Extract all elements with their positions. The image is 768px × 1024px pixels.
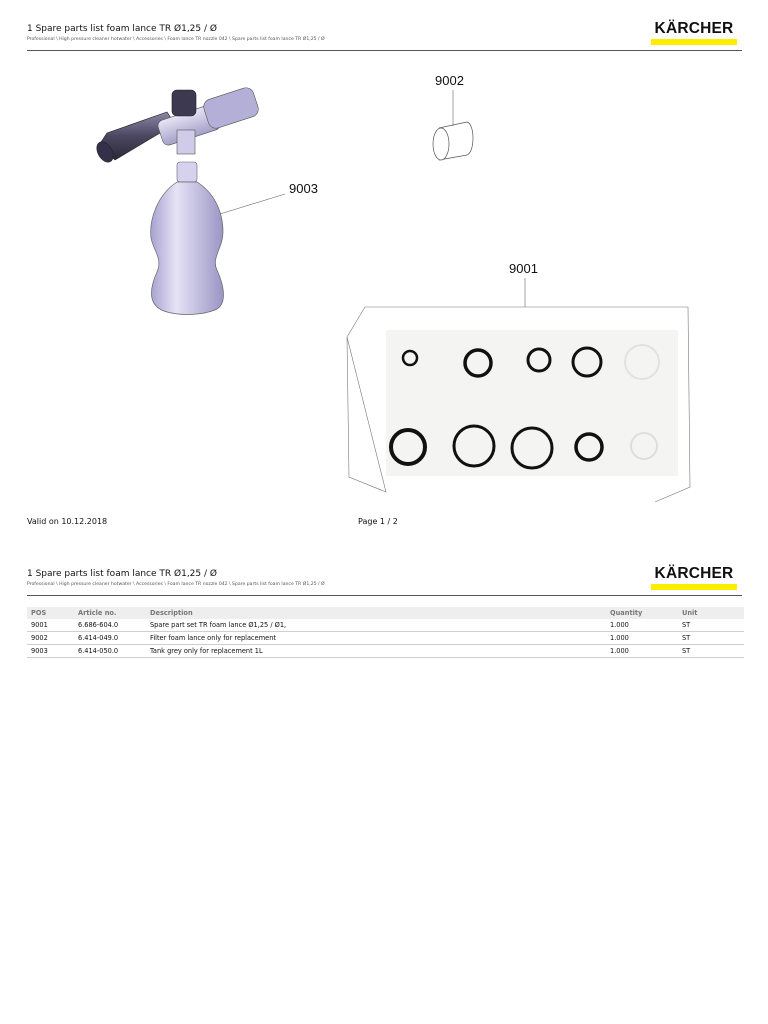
page1-header: [27, 20, 742, 50]
cell-article-no: 6.686-604.0: [74, 619, 146, 632]
table-row: [27, 645, 744, 658]
foam-tank-bottle: [151, 162, 224, 314]
exploded-parts-drawing: [27, 60, 742, 510]
cell-unit: ST: [678, 632, 744, 645]
page2-breadcrumb: Professional \ High pressure cleaner hotwater \ Accessories \ Foam lance TR nozzle 042 \ Spare parts list foam lance TR Ø1,25 / Ø: [27, 582, 325, 587]
cell-pos: 9002: [27, 632, 74, 645]
cell-quantity: 1.000: [606, 619, 678, 632]
col-quantity: Quantity: [606, 607, 678, 619]
col-unit: Unit: [678, 607, 744, 619]
logo-wordmark: KÄRCHER: [654, 20, 734, 37]
page2-header: [27, 565, 742, 595]
page1-breadcrumb: Professional \ High pressure cleaner hotwater \ Accessories \ Foam lance TR nozzle 042 \ Spare parts list foam lance TR Ø1,25 / Ø: [27, 37, 325, 42]
page1-header-rule: [27, 50, 742, 51]
cell-description: Tank grey only for replacement 1L: [146, 645, 606, 658]
callout-9002: 9002: [435, 73, 464, 88]
page-number: Page 1 / 2: [358, 517, 398, 526]
callout-9001: 9001: [509, 261, 538, 276]
cell-unit: ST: [678, 645, 744, 658]
table-row: [27, 619, 744, 632]
cell-description: Filter foam lance only for replacement: [146, 632, 606, 645]
karcher-logo: [651, 20, 737, 45]
cell-article-no: 6.414-049.0: [74, 632, 146, 645]
filter-cap-drawing: [433, 122, 473, 160]
cell-quantity: 1.000: [606, 645, 678, 658]
cell-pos: 9003: [27, 645, 74, 658]
foam-lance-head: [93, 86, 260, 165]
karcher-logo-page2: [651, 565, 737, 590]
table-header-row: [27, 607, 744, 619]
cell-quantity: 1.000: [606, 632, 678, 645]
page2-header-rule: [27, 595, 742, 596]
cell-pos: 9001: [27, 619, 74, 632]
col-pos: POS: [27, 607, 74, 619]
logo-yellow-bar: [651, 39, 737, 45]
spare-parts-table: [27, 607, 744, 658]
cell-article-no: 6.414-050.0: [74, 645, 146, 658]
col-description: Description: [146, 607, 606, 619]
table-row: [27, 632, 744, 645]
col-article-no: Article no.: [74, 607, 146, 619]
logo-yellow-bar: [651, 584, 737, 590]
cell-unit: ST: [678, 619, 744, 632]
cell-description: Spare part set TR foam lance Ø1,25 / Ø1,: [146, 619, 606, 632]
callout-9003: 9003: [289, 181, 318, 196]
page2-title: 1 Spare parts list foam lance TR Ø1,25 / Ø: [27, 569, 217, 579]
valid-on-date: Valid on 10.12.2018: [27, 517, 108, 526]
leader-9003: [220, 194, 285, 214]
page1-title: 1 Spare parts list foam lance TR Ø1,25 / Ø: [27, 24, 217, 34]
logo-wordmark: KÄRCHER: [654, 565, 734, 582]
